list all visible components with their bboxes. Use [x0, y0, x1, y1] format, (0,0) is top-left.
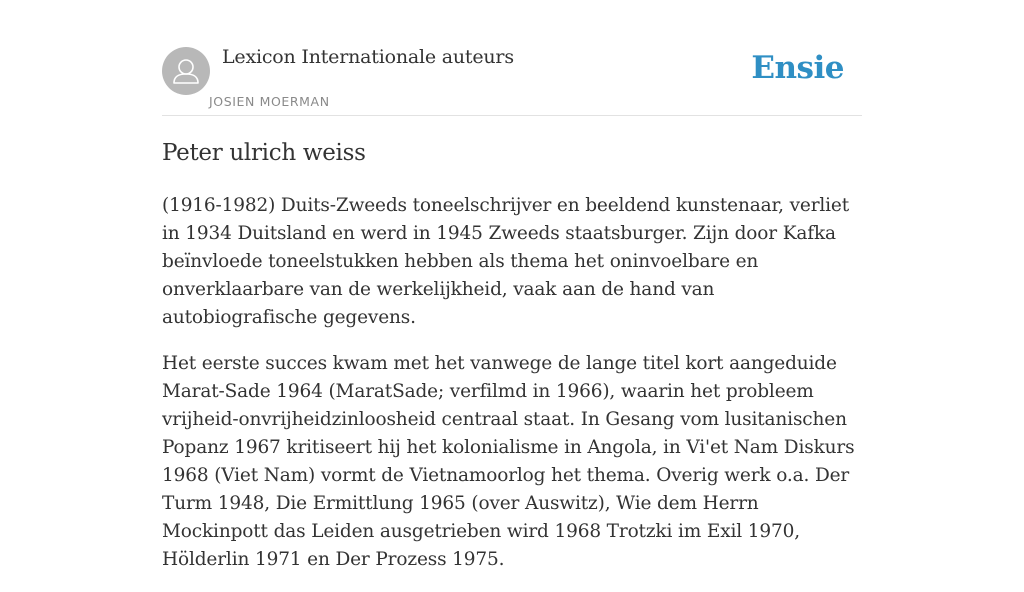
article-paragraph: (1916-1982) Duits-Zweeds toneelschrijver en beeldend kunstenaar, verliet in 1934 Duitsland en werd in 1945 Zweeds staatsburger. Zijn door Kafka beïnvloede toneelstukken hebben als thema het oninvoelbare en onverklaarbare van de werkelijkheid, vaak aan de hand van autobiografische gegevens. [162, 195, 850, 328]
collection-title-link[interactable]: Lexicon Internationale auteurs [222, 46, 514, 68]
article-body [162, 192, 862, 592]
ensie-logo[interactable]: Ensie [751, 50, 844, 86]
user-silhouette-icon [162, 47, 210, 95]
article-title: Peter ulrich weiss [162, 140, 366, 166]
header-divider [162, 115, 862, 116]
author-name-link[interactable]: JOSIEN MOERMAN [209, 94, 330, 109]
author-avatar[interactable] [162, 47, 210, 95]
article-paragraph: Het eerste succes kwam met het vanwege de lange titel kort aangeduide Marat-Sade 1964 (MaratSade; verfilmd in 1966), waarin het probleem vrijheid-onvrijheidzinloosheid centraal staat. In Gesang vom lusitanischen Popanz 1967 kritiseert hij het kolonialisme in Angola, in Vi'et Nam Diskurs 1968 (Viet Nam) vormt de Vietnamoorlog het thema. Overig werk o.a. Der Turm 1948, Die Ermittlung 1965 (over Auswitz), Wie dem Herrn Mockinpott das Leiden ausgetrieben wird 1968 Trotzki im Exil 1970, Hölderlin 1971 en Der Prozess 1975. [162, 353, 855, 570]
